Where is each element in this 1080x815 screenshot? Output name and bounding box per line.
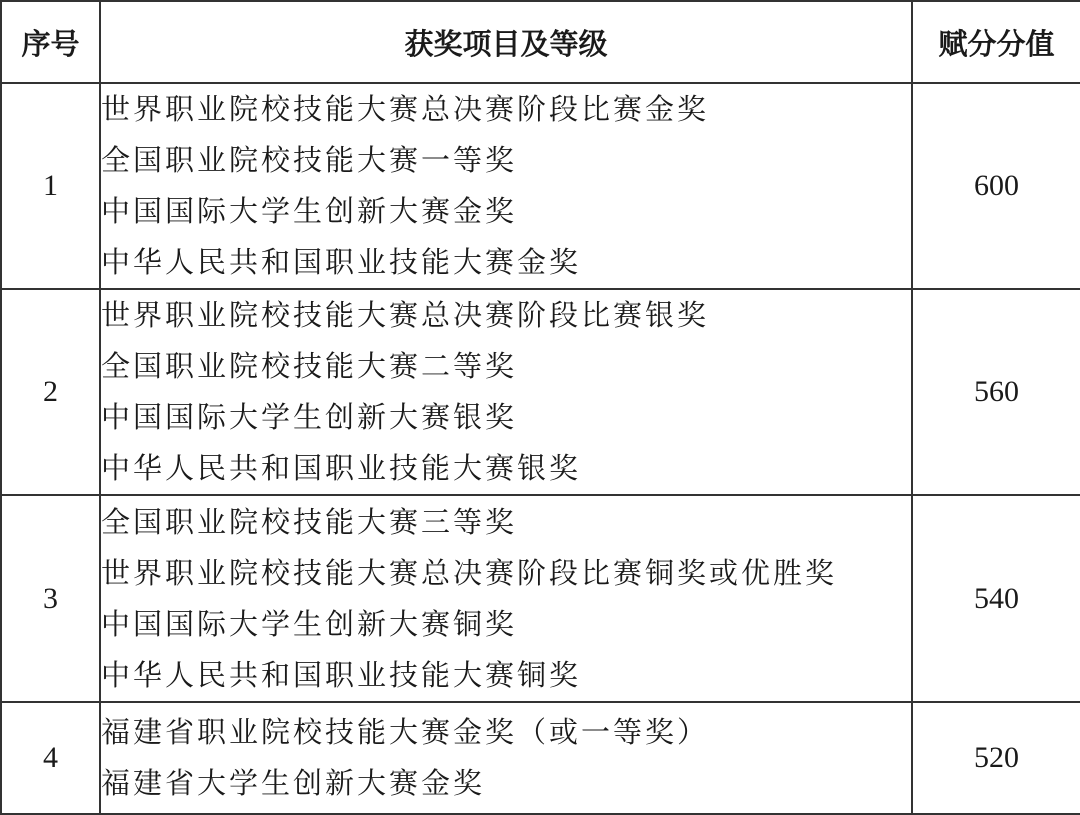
table-row xyxy=(1,83,1080,289)
row-index: 4 xyxy=(1,702,100,814)
header-award-items: 获奖项目及等级 xyxy=(100,1,912,83)
row-score: 520 xyxy=(912,702,1080,814)
row-index: 3 xyxy=(1,495,100,702)
award-item: 福建省大学生创新大赛金奖 xyxy=(101,766,486,800)
award-item: 福建省职业院校技能大赛金奖（或一等奖） xyxy=(101,715,710,749)
header-score: 赋分分值 xyxy=(912,1,1080,83)
header-row xyxy=(1,1,1080,83)
award-item: 全国职业院校技能大赛二等奖 xyxy=(101,349,518,383)
award-item: 世界职业院校技能大赛总决赛阶段比赛金奖 xyxy=(101,92,710,126)
row-award-items xyxy=(100,289,912,495)
award-item: 中国国际大学生创新大赛金奖 xyxy=(101,194,518,228)
award-item: 中华人民共和国职业技能大赛铜奖 xyxy=(101,657,582,692)
award-item: 世界职业院校技能大赛总决赛阶段比赛铜奖或优胜奖 xyxy=(101,555,838,590)
row-award-items xyxy=(100,495,912,702)
row-score: 540 xyxy=(912,495,1080,702)
row-index: 1 xyxy=(1,83,100,289)
award-item: 中国国际大学生创新大赛银奖 xyxy=(101,400,518,434)
row-score: 600 xyxy=(912,83,1080,289)
row-award-items xyxy=(100,83,912,289)
award-item: 全国职业院校技能大赛一等奖 xyxy=(101,143,518,177)
award-item: 中华人民共和国职业技能大赛银奖 xyxy=(101,451,582,485)
row-award-items xyxy=(100,702,912,814)
award-item: 中国国际大学生创新大赛铜奖 xyxy=(101,606,518,641)
table-row xyxy=(1,702,1080,814)
header-index: 序号 xyxy=(1,1,100,83)
table-row xyxy=(1,495,1080,702)
row-index: 2 xyxy=(1,289,100,495)
award-item: 世界职业院校技能大赛总决赛阶段比赛银奖 xyxy=(101,298,710,332)
row-score: 560 xyxy=(912,289,1080,495)
award-item: 全国职业院校技能大赛三等奖 xyxy=(101,504,518,539)
award-item: 中华人民共和国职业技能大赛金奖 xyxy=(101,245,582,279)
table-row xyxy=(1,289,1080,495)
